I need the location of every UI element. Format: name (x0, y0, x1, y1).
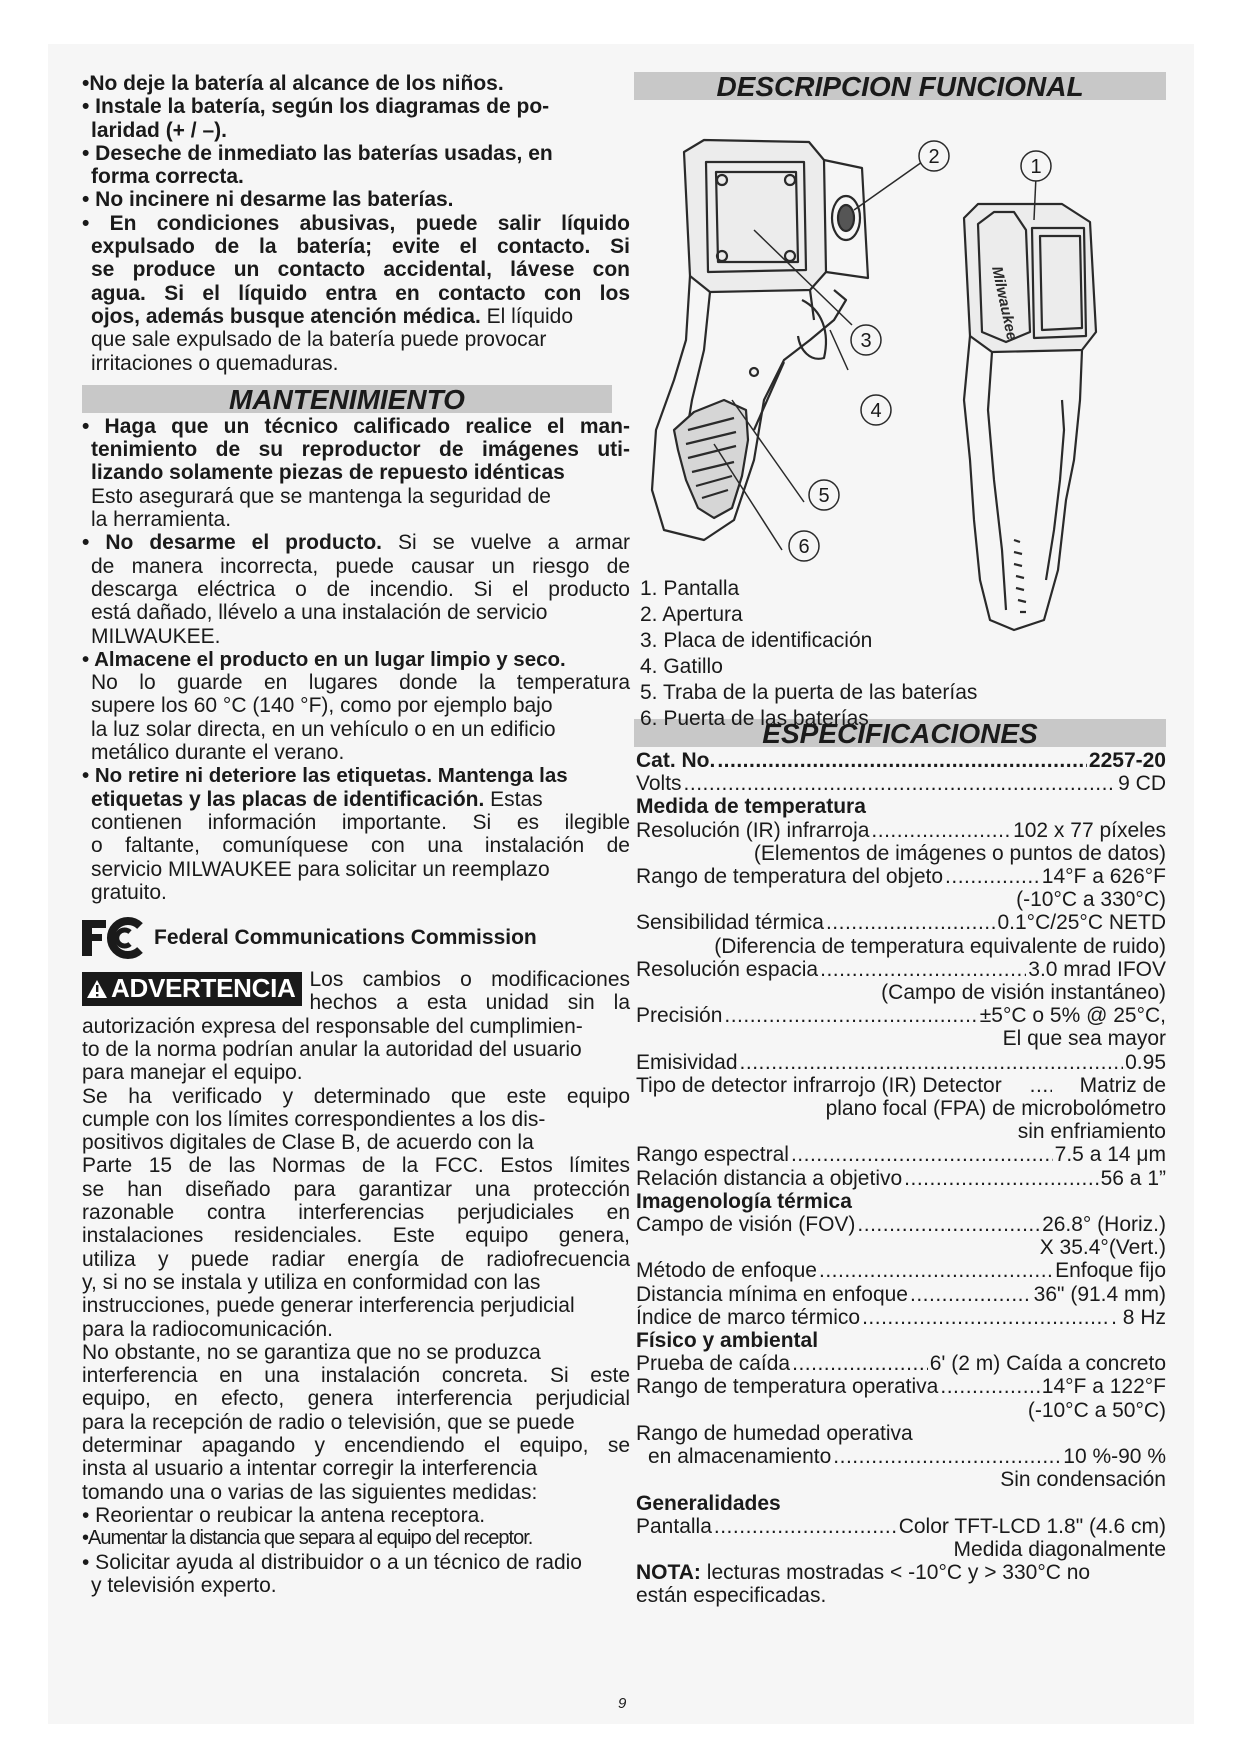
spec-detector-note-2: sin enfriamiento (1017, 1120, 1166, 1144)
maint-text-3c: la luz solar directa, en un vehículo o en un edificio (91, 717, 556, 741)
fcc-p1-line: instalaciones residenciales. Este equipo genera, (82, 1224, 630, 1248)
maint-bullet-4b: etiquetas y las placas de identificación. Estas (91, 787, 543, 811)
warning-line-2: hechos a esta unidad sin la (309, 991, 630, 1015)
warning-line-5: para manejar el equipo. (82, 1061, 303, 1085)
battery-bullet-3: • Deseche de inmediato las baterías usadas, en (82, 141, 553, 165)
specifications-heading: ESPECIFICACIONES (634, 719, 1166, 747)
battery-bullet-5e: ojos, además busque atención médica. El líquido (91, 304, 574, 328)
battery-bullet-5d: agua. Si el líquido entra en contacto con los (91, 281, 630, 305)
spec-range-note: (-10°C a 330°C) (1016, 888, 1166, 912)
maint-text-3a: No lo guarde en lugares donde la temperatura (91, 671, 630, 695)
spec-row-sens: Sensibilidad térmica ..... 0.1°C/25°C NETD (636, 911, 1166, 934)
fcc-p1-line: para la radiocomunicación. (82, 1317, 333, 1341)
battery-bullet-1: •No deje la batería al alcance de los niños. (82, 72, 504, 95)
maint-text-4c: servicio MILWAUKEE para solicitar un reemplazo (91, 857, 550, 881)
warning-label: ADVERTENCIA (111, 973, 296, 1004)
fcc-paragraph-1 (82, 1085, 630, 1341)
maint-text-4a: contienen información importante. Si es ilegible (91, 810, 630, 834)
battery-bullet-2: • Instale la batería, según los diagramas de po- (82, 95, 550, 119)
spec-row-spatial: Resolución espacia ..... 3.0 mrad IFOV (636, 958, 1166, 981)
fcc-p2-line: tomando una o varias de las siguientes medidas: (82, 1480, 538, 1504)
callout-1: 1 (1030, 156, 1042, 178)
spec-display-note: Medida diagonalmente (953, 1537, 1166, 1561)
spec-row-detector: Tipo de detector infrarrojo (IR) Detector ..... Matriz de (636, 1074, 1166, 1097)
spec-row-distance: Relación distancia a objetivo ..... 56 a 1” (636, 1167, 1166, 1190)
spec-row-display: Pantalla ..... Color TFT-LCD 1.8" (4.6 cm) (636, 1515, 1166, 1538)
warning-triangle-icon (86, 979, 108, 999)
fcc-p2-line: determinar apagando y encendiendo el equipo, se (82, 1434, 630, 1458)
spec-fov-note: X 35.4°(Vert.) (1039, 1236, 1166, 1260)
spec-row-focus: Método de enfoque ..... Enfoque fijo (636, 1259, 1166, 1282)
legend-item: 4. Gatillo (640, 655, 723, 678)
maint-text-1a: Esto asegurará que se mantenga la seguridad de (91, 484, 551, 508)
spec-sens-note: (Diferencia de temperatura equivalente de ruido) (714, 934, 1166, 958)
spec-spatial-note: (Campo de visión instantáneo) (881, 981, 1166, 1005)
spec-row-precision: Precisión ..... ±5°C o 5% @ 25°C, (636, 1004, 1166, 1027)
thermal-imager-drawing (634, 100, 1166, 642)
spec-storage-note: Sin condensación (1000, 1468, 1166, 1492)
maint-text-2a: de manera incorrecta, puede causar un riesgo de (91, 554, 630, 578)
maint-bullet-3: • Almacene el producto en un lugar limpio y seco. (82, 647, 566, 671)
fcc-p2-line: para la recepción de radio o televisión, que se puede (82, 1410, 575, 1434)
maint-bullet-2: • No desarme el producto. Si se vuelve a armar (82, 531, 631, 555)
battery-bullet-5g: irritaciones o quemaduras. (91, 351, 339, 375)
maint-bullet-1b: tenimiento de su reproductor de imágenes uti- (91, 438, 630, 462)
legend-item: 6. Puerta de las baterías (640, 707, 869, 730)
maint-text-2c: está dañado, llévelo a una instalación de servicio (91, 601, 548, 625)
fcc-p1-line: cumple con los límites correspondientes a los dis- (82, 1107, 546, 1131)
fcc-p1-line: se han diseñado para garantizar una protección (82, 1177, 630, 1201)
callout-5: 5 (818, 485, 830, 507)
fcc-p1-line: Parte 15 de las Normas de la FCC. Estos límites (82, 1154, 630, 1178)
battery-bullet-5b: expulsado de la batería; evite el contacto. Si (91, 235, 630, 259)
battery-bullet-3b: forma correcta. (91, 165, 244, 189)
callout-3: 3 (860, 330, 872, 352)
fcc-p1-line: y, si no se instala y utiliza en conformidad con las (82, 1270, 541, 1294)
legend-item: 3. Placa de identificación (640, 629, 873, 652)
spec-res-note: (Elementos de imágenes o puntos de datos) (753, 841, 1166, 865)
fcc-title: Federal Communications Commission (154, 926, 537, 950)
warning-line-1: Los cambios o modificaciones (309, 968, 630, 992)
maint-text-2d: MILWAUKEE. (91, 624, 221, 648)
spec-physical-heading: Físico y ambiental (636, 1329, 819, 1353)
maint-bullet-1c: lizando solamente piezas de repuesto idénticas (91, 461, 565, 485)
warning-line-4: to de la norma podrían anular la autoridad del usuario (82, 1037, 582, 1061)
maint-text-3b: supere los 60 °C (140 °F), como por ejemplo bajo (91, 694, 553, 718)
spec-row-cat: Cat. No. ..... 2257-20 (636, 749, 1166, 772)
callout-6: 6 (798, 536, 810, 558)
spec-row-emissivity: Emisividad ..... 0.95 (636, 1051, 1166, 1074)
fcc-p2-line: insta al usuario a intentar corregir la interferencia (82, 1457, 538, 1481)
legend-item: 1. Pantalla (640, 577, 740, 600)
fcc-paragraph-2 (82, 1341, 630, 1597)
spec-row-frame: Índice de marco térmico ..... . 8 Hz (636, 1306, 1166, 1329)
fcc-p1-line: razonable contra interferencias perjudiciales en (82, 1201, 630, 1225)
left-column (82, 72, 630, 1597)
right-column (634, 72, 1166, 1608)
maint-text-3d: metálico durante el verano. (91, 741, 345, 765)
maint-bullet-4a: • No retire ni deteriore las etiquetas. Mantenga las (82, 764, 568, 788)
battery-bullet-2b: laridad (+ / –). (91, 118, 227, 142)
spec-row-min-distance: Distancia mínima en enfoque ..... 36" (91.4 mm) (636, 1283, 1166, 1306)
warning-badge (82, 972, 302, 1006)
spec-row-res: Resolución (IR) infrarroja ..... 102 x 77 píxeles (636, 819, 1166, 842)
spec-row-range: Rango de temperatura del objeto ..... 14°F a 626°F (636, 865, 1166, 888)
spec-op-temp-note: (-10°C a 50°C) (1027, 1398, 1166, 1422)
specifications-list (634, 749, 1166, 1608)
functional-description-heading: DESCRIPCION FUNCIONAL (634, 72, 1166, 100)
maint-text-1b: la herramienta. (91, 508, 232, 532)
callout-2: 2 (928, 146, 940, 168)
maint-bullet-1a: • Haga que un técnico calificado realice el man- (82, 414, 630, 438)
spec-row-drop: Prueba de caída ..... 6' (2 m) Caída a concreto (636, 1352, 1166, 1375)
fcc-warning-block (82, 968, 630, 1084)
fcc-p2-line: interferencia en una instalación concreta. Si este (82, 1364, 630, 1388)
callout-4: 4 (870, 400, 882, 422)
maintenance-heading: MANTENIMIENTO (82, 385, 612, 413)
spec-note: NOTA: lecturas mostradas < -10°C y > 330°C no (636, 1561, 1091, 1585)
spec-temp-heading: Medida de temperatura (636, 795, 866, 819)
battery-bullet-4: • No incinere ni desarme las baterías. (82, 188, 454, 212)
spec-humidity-label: Rango de humedad operativa (636, 1421, 913, 1445)
battery-bullet-5c: se produce un contacto accidental, lávese con (91, 258, 630, 282)
page-number: 9 (618, 1695, 627, 1712)
maint-text-4d: gratuito. (91, 880, 167, 904)
warning-line-3: autorización expresa del responsable del cumplimien- (82, 1014, 583, 1038)
spec-row-fov: Campo de visión (FOV) ..... 26.8° (Horiz.) (636, 1213, 1166, 1236)
maint-text-2b: descarga eléctrica o de incendio. Si el producto (91, 577, 630, 601)
fcc-logo-icon (82, 916, 144, 960)
fcc-p2-line: •Aumentar la distancia que separa al equipo del receptor. (82, 1527, 533, 1550)
fcc-p2-line: y televisión experto. (91, 1573, 277, 1597)
parts-legend (640, 576, 977, 732)
spec-general-heading: Generalidades (636, 1491, 781, 1515)
fcc-p2-line: • Solicitar ayuda al distribuidor o a un técnico de radio (82, 1550, 582, 1574)
fcc-p2-line: equipo, en efecto, genera interferencia perjudicial (82, 1387, 630, 1411)
spec-precision-note: El que sea mayor (1002, 1027, 1166, 1051)
battery-bullet-5: • En condiciones abusivas, puede salir líquido (82, 211, 630, 235)
fcc-header (82, 916, 630, 960)
legend-item: 2. Apertura (640, 603, 743, 626)
spec-row-spectral: Rango espectral ..... 7.5 a 14 μm (636, 1143, 1166, 1166)
fcc-p2-line: No obstante, no se garantiza que no se produzca (82, 1340, 541, 1364)
spec-imaging-heading: Imagenología térmica (636, 1189, 852, 1213)
battery-bullet-5f: que sale expulsado de la batería puede provocar (91, 328, 547, 352)
product-illustration (634, 100, 1166, 730)
fcc-p1-line: Se ha verificado y determinado que este equipo (82, 1084, 630, 1108)
fcc-p1-line: instrucciones, puede generar interferencia perjudicial (82, 1294, 575, 1318)
spec-row-op-temp: Rango de temperatura operativa ..... 14°F a 122°F (636, 1375, 1166, 1398)
spec-detector-note-1: plano focal (FPA) de microbolómetro (825, 1097, 1166, 1121)
svg-text:Milwaukee: Milwaukee (988, 264, 1021, 342)
spec-row-storage: en almacenamiento ..... 10 %-90 % (636, 1445, 1166, 1468)
legend-item: 5. Traba de la puerta de las baterías (640, 681, 978, 704)
maint-text-4b: o faltante, comuníquese con una instalación de (91, 834, 630, 858)
fcc-p2-line: • Reorientar o reubicar la antena receptora. (82, 1503, 486, 1527)
spec-note-2: están especificadas. (636, 1584, 827, 1608)
spec-row-volts: Volts ..... 9 CD (636, 772, 1166, 795)
fcc-p1-line: positivos digitales de Clase B, de acuerdo con la (82, 1131, 534, 1155)
fcc-p1-line: utiliza y puede radiar energía de radiofrecuencia (82, 1247, 630, 1271)
svg-text:FC: FC (82, 916, 84, 918)
